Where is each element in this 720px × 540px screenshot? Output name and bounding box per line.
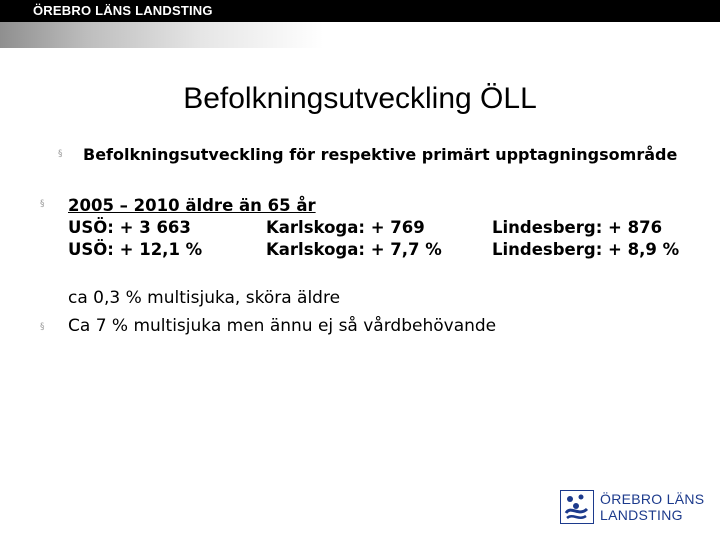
note-frail-elderly: ca 0,3 % multisjuka, sköra äldre — [68, 288, 341, 308]
header-gradient-band — [0, 22, 720, 48]
logo-line-1: ÖREBRO LÄNS — [600, 491, 705, 507]
logo-text — [600, 491, 704, 523]
karlskoga-percent: Karlskoga: + 7,7 % — [266, 240, 442, 259]
bullet-icon: § — [40, 199, 45, 209]
uso-percent: USÖ: + 12,1 % — [68, 240, 203, 259]
lindesberg-percent: Lindesberg: + 8,9 % — [492, 240, 680, 259]
logo-line-2: LANDSTING — [600, 507, 683, 523]
uso-absolute: USÖ: + 3 663 — [68, 218, 191, 237]
period-label: 2005 – 2010 äldre än 65 år — [68, 196, 316, 215]
logo-mark-icon — [560, 490, 594, 524]
lindesberg-absolute: Lindesberg: + 876 — [492, 218, 663, 237]
bullet-icon: § — [40, 322, 45, 332]
bullet-icon: § — [58, 149, 63, 159]
landsting-logo — [560, 490, 710, 530]
subheading: Befolkningsutveckling för respektive primärt upptagningsområde — [83, 145, 678, 164]
note-multisick: Ca 7 % multisjuka men ännu ej så vårdbehövande — [68, 316, 497, 336]
slide-title: Befolkningsutveckling ÖLL — [183, 82, 537, 115]
org-name: ÖREBRO LÄNS LANDSTING — [33, 3, 213, 18]
karlskoga-absolute: Karlskoga: + 769 — [266, 218, 425, 237]
logo-figure-icon — [561, 491, 592, 522]
header-bar — [0, 0, 720, 22]
